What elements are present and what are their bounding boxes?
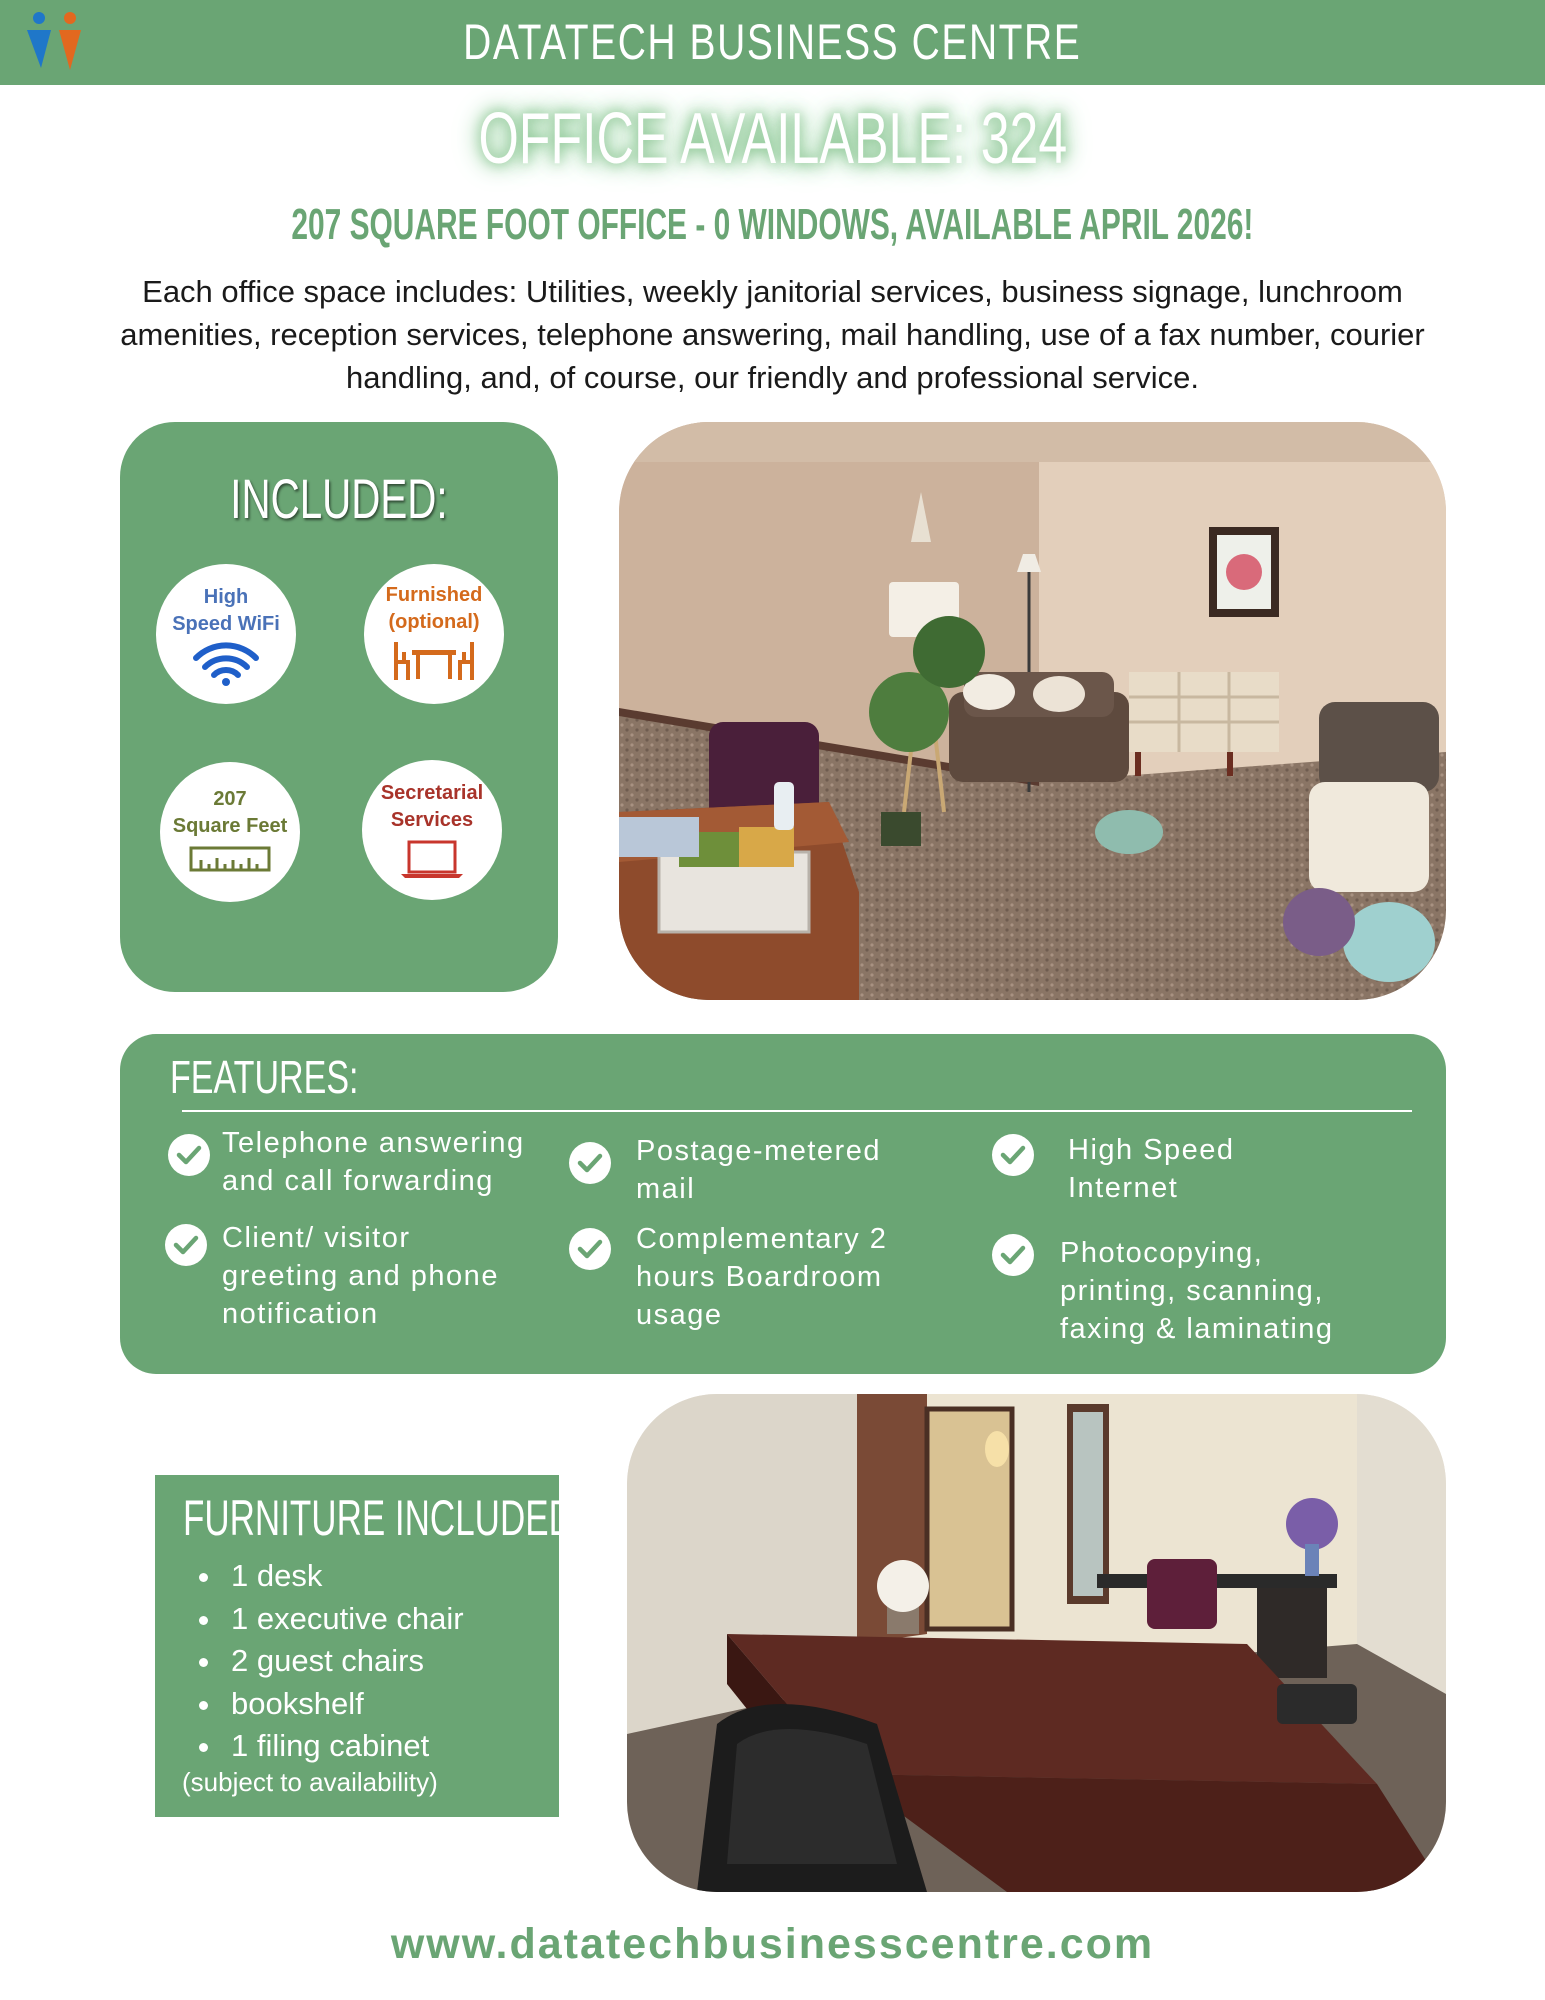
check-icon xyxy=(165,1224,207,1266)
furniture-list xyxy=(195,1555,464,1768)
included-item-label: Speed WiFi xyxy=(172,613,280,635)
furniture-panel xyxy=(155,1475,584,1817)
furniture-item: 1 desk xyxy=(195,1555,464,1598)
included-item-label: High xyxy=(203,586,249,608)
feature-line: greeting and phone xyxy=(222,1260,499,1292)
check-icon xyxy=(569,1142,611,1184)
included-item-label: Square Feet xyxy=(172,815,288,837)
features-panel xyxy=(120,1034,1446,1374)
laptop-icon xyxy=(397,838,467,880)
wifi-icon xyxy=(191,642,261,686)
feature-line: usage xyxy=(636,1299,723,1331)
check-icon xyxy=(168,1134,210,1176)
office-subheading: 207 SQUARE FOOT OFFICE - 0 WINDOWS, AVAILABLE APRIL 2026! xyxy=(291,200,1254,249)
office-available-title: OFFICE AVAILABLE: 324 xyxy=(478,99,1067,179)
feature-line: Postage-metered xyxy=(636,1135,881,1167)
feature-item xyxy=(1060,1234,1334,1348)
furniture-item: 2 guest chairs xyxy=(195,1640,464,1683)
feature-item xyxy=(1068,1131,1235,1207)
feature-line: and call forwarding xyxy=(222,1165,494,1197)
office-lounge-photo xyxy=(619,422,1446,1000)
furniture-item: 1 filing cabinet xyxy=(195,1725,464,1768)
included-item-label: Furnished xyxy=(385,584,483,606)
feature-line: mail xyxy=(636,1173,696,1205)
office-lounge-illustration xyxy=(619,422,1446,1000)
feature-line: High Speed xyxy=(1068,1134,1235,1166)
included-title: INCLUDED: xyxy=(230,467,448,530)
feature-item xyxy=(222,1124,525,1200)
included-panel xyxy=(120,422,558,992)
feature-item xyxy=(636,1220,887,1334)
furniture-item: bookshelf xyxy=(195,1683,464,1726)
included-item-label: 207 xyxy=(213,788,247,810)
features-divider xyxy=(182,1110,1412,1112)
feature-item xyxy=(222,1219,499,1333)
table-chairs-icon xyxy=(390,640,478,682)
furniture-item: 1 executive chair xyxy=(195,1598,464,1641)
furniture-availability-note: (subject to availability) xyxy=(182,1767,438,1797)
feature-line: printing, scanning, xyxy=(1060,1275,1324,1307)
feature-line: Telephone answering xyxy=(222,1127,525,1159)
feature-line: hours Boardroom xyxy=(636,1261,883,1293)
office-intro-text: Each office space includes: Utilities, weekly janitorial services, business signage, lunchroom amenities, reception services, telephone answering, mail handling, use of a fax number, courier handling, and, of course, our friendly and professional service. xyxy=(120,274,1425,395)
website-link[interactable]: www.datatechbusinesscentre.com xyxy=(390,1920,1155,1968)
included-item-wifi xyxy=(156,564,296,704)
feature-item xyxy=(636,1132,881,1208)
header-title: DATATECH BUSINESS CENTRE xyxy=(463,14,1082,70)
included-item-square-feet xyxy=(160,762,300,902)
furniture-title: FURNITURE INCLUDED: xyxy=(183,1490,584,1546)
features-title: FEATURES: xyxy=(170,1051,359,1103)
included-item-furnished xyxy=(364,564,504,704)
feature-line: Photocopying, xyxy=(1060,1237,1264,1269)
ruler-icon xyxy=(189,844,271,874)
included-item-label: (optional) xyxy=(388,611,480,633)
check-icon xyxy=(569,1228,611,1270)
office-desk-illustration xyxy=(627,1394,1446,1892)
included-item-label: Secretarial xyxy=(380,782,484,804)
feature-line: Complementary 2 xyxy=(636,1223,888,1255)
check-icon xyxy=(992,1134,1034,1176)
check-icon xyxy=(992,1234,1034,1276)
feature-line: Client/ visitor xyxy=(222,1222,411,1254)
feature-line: faxing & laminating xyxy=(1060,1313,1334,1345)
feature-line: Internet xyxy=(1068,1172,1179,1204)
included-item-secretarial xyxy=(362,760,502,900)
office-desk-photo xyxy=(627,1394,1446,1892)
included-item-label: Services xyxy=(390,809,474,831)
feature-line: notification xyxy=(222,1298,379,1330)
